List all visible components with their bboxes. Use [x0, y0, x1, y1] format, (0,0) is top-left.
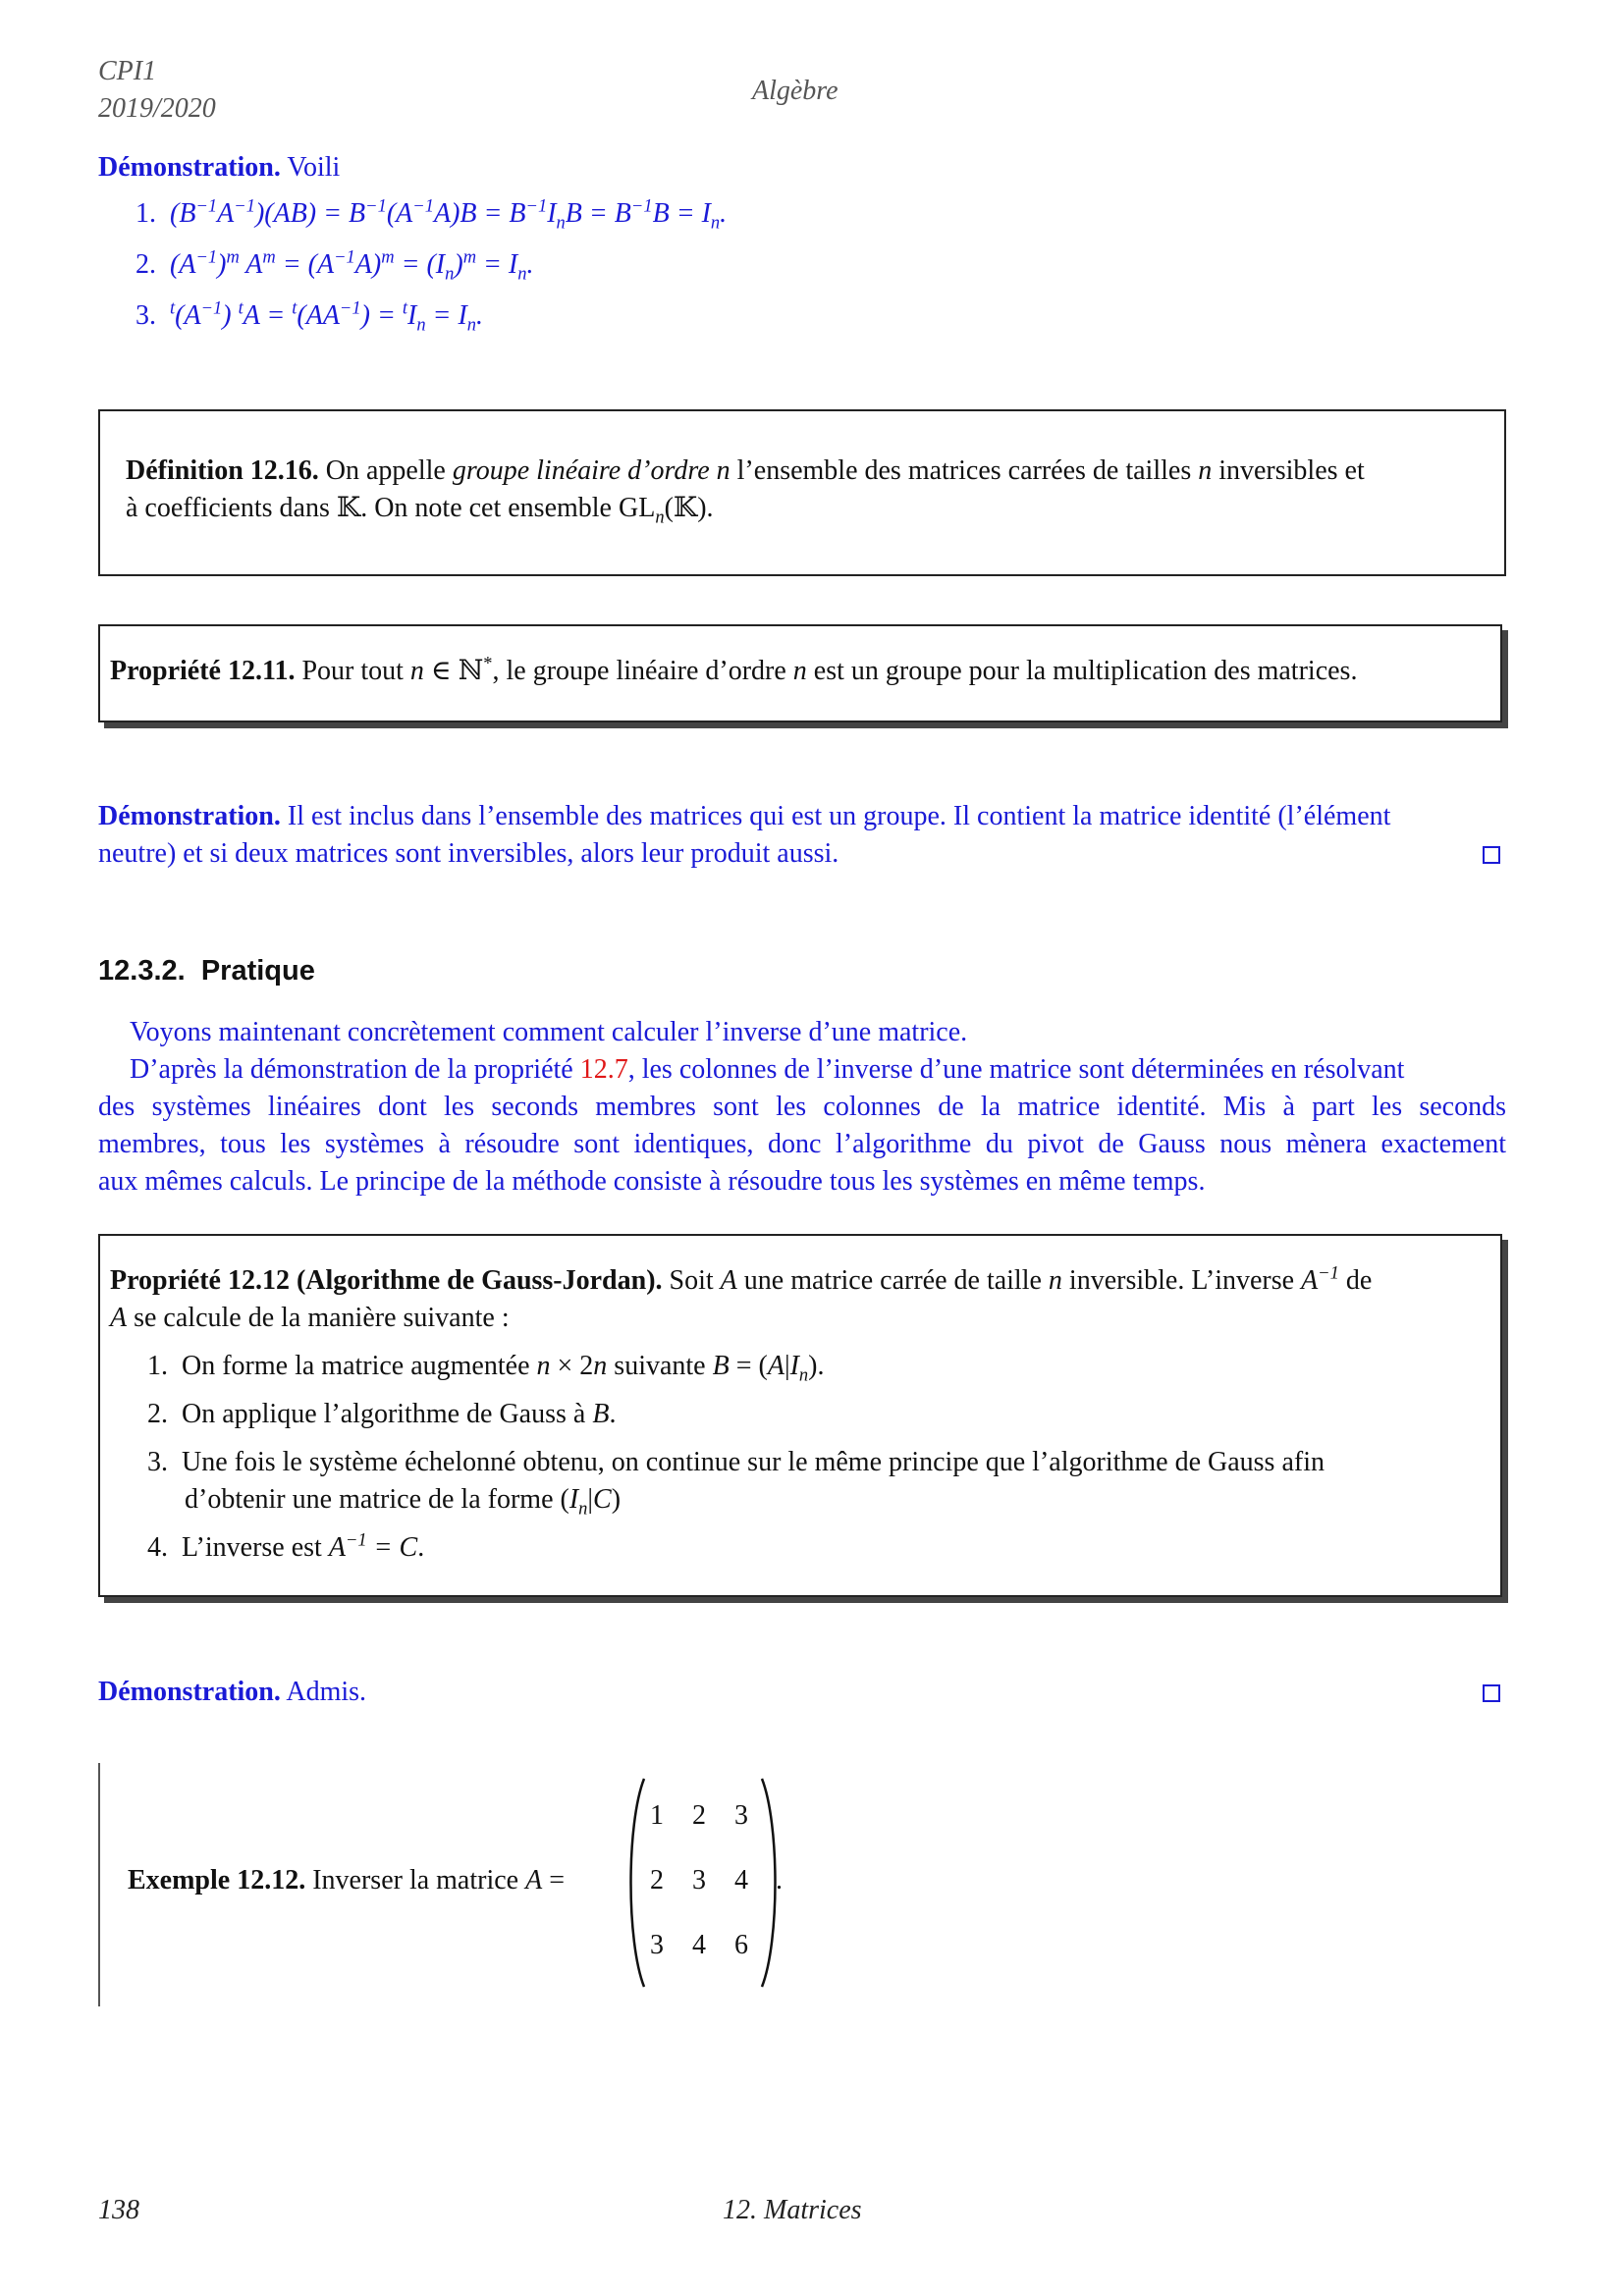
footer-chapter: 12. Matrices [723, 2195, 862, 2225]
math-In-C: $I_n$ [568, 1484, 588, 1519]
reference-link[interactable]: 12.7 [579, 1054, 628, 1085]
property-12-12-line1 [110, 1262, 1492, 1300]
field-symbol-K: 𝕂 [336, 493, 361, 523]
right-paren-icon [762, 1779, 776, 1987]
item-number: 1. [147, 1351, 168, 1381]
pratique-p2-line4: aux mêmes calculs. Le principe de la méthode consiste à résoudre tous les systèmes en même temps. [98, 1166, 1206, 1197]
matrix-cell: 4 [692, 1930, 706, 1960]
demo2-label: Démonstration. [98, 801, 281, 831]
demo3 [98, 1674, 366, 1711]
gauss-step-2: 2. On applique l’algorithme de Gauss à B. [147, 1399, 617, 1429]
matrix-cell: 4 [734, 1865, 748, 1896]
definition-line-1 [126, 453, 1481, 490]
definition-text: l’ensemble des matrices carrées de tailles [736, 455, 1192, 486]
example-label: Exemple 12.12. [128, 1865, 306, 1896]
qed-square-icon [1483, 1684, 1500, 1707]
definition-box [98, 409, 1506, 576]
demo1-formula-1: $(B^{-1}A^{-1})(AB) = B^{-1}(A^{-1}A)B = B^{-1}I_nB = B^{-1}B = I_n$. [163, 195, 728, 233]
definition-text: On appelle [325, 455, 446, 486]
property-text: se calcule de la manière suivante : [134, 1303, 510, 1333]
matrix-period: . [776, 1865, 783, 1896]
definition-label: Définition 12.16. [126, 455, 319, 486]
item-text: On applique l’algorithme de Gauss à [182, 1399, 586, 1429]
definition-text: . On note cet ensemble [360, 493, 612, 523]
footer-page-number: 138 [98, 2195, 139, 2225]
math-inverse-result: $A^{-1} = C$ [328, 1529, 418, 1563]
matrix-cell: 6 [734, 1930, 748, 1960]
matrix-cell: 3 [650, 1930, 664, 1960]
gl-notation: $GL_n(𝕂)$. [619, 493, 714, 527]
section-title: Pratique [200, 955, 315, 987]
pratique-p2-line1 [130, 1051, 1506, 1089]
matrix-cell: 2 [692, 1800, 706, 1831]
paragraph-text: D’après la démonstration de la propriété [130, 1054, 573, 1085]
math-n: n [1048, 1265, 1062, 1296]
pratique-p2-line3: membres, tous les systèmes à résoudre sont identiques, donc l’algorithme du pivot de Gauss nous mènera exactement [98, 1129, 1506, 1159]
math-A-inverse: $A^{-1}$ [1301, 1262, 1339, 1296]
item-number: 4. [147, 1532, 168, 1563]
math-A: A [110, 1303, 128, 1333]
definition-term: groupe linéaire d’ordre n [452, 455, 730, 486]
property-text: inversible. L’inverse [1068, 1265, 1295, 1296]
item-text: L’inverse est [182, 1532, 322, 1563]
definition-line-2 [126, 490, 714, 527]
property-text: , le groupe linéaire d’ordre [492, 656, 786, 686]
demo2-line-1 [98, 798, 1506, 835]
property-12-11-box [98, 624, 1502, 722]
item-text: On forme la matrice augmentée [182, 1351, 530, 1381]
property-label: Propriété 12.12 (Algorithme de Gauss-Jordan). [110, 1265, 663, 1296]
item-text: Une fois le système échelonné obtenu, on continue sur le même principe que l’algorithme de Gauss afin [182, 1447, 1325, 1477]
pratique-p2-line2: des systèmes linéaires dont les seconds membres sont les colonnes de la matrice identité. Mis à part les seconds [98, 1092, 1506, 1122]
definition-n: n [1198, 455, 1213, 486]
example-text: Exemple 12.12. Inverser la matrice A = [128, 1865, 566, 1896]
property-text: est un groupe pour la multiplication des matrices. [813, 656, 1358, 686]
item-number: 3. [135, 300, 156, 331]
gauss-step-3 [147, 1444, 1483, 1481]
header-year: 2019/2020 [98, 93, 216, 124]
header-course: CPI1 [98, 56, 157, 86]
matrix-cell: 3 [692, 1865, 706, 1896]
definition-text: à coefficients dans [126, 493, 330, 523]
demo3-label: Démonstration. [98, 1677, 281, 1707]
item-text: suivante [614, 1351, 706, 1381]
math-B: B [592, 1399, 610, 1429]
example-body: Inverser la matrice [312, 1865, 519, 1896]
demo1-formula-2: $(A^{-1})^m$ $A^m = (A^{-1}A)^m = (I_n)^m = I_n$. [163, 246, 534, 284]
math-A: A [525, 1865, 543, 1896]
demo1-item-3 [135, 297, 483, 335]
paragraph-text: , les colonnes de l’inverse d’une matrice sont déterminées en résolvant [627, 1054, 1405, 1085]
demo3-text: Admis. [286, 1677, 367, 1707]
header-subject: Algèbre [752, 76, 839, 106]
demo1-label: Démonstration. [98, 152, 281, 183]
demo1-item-2 [135, 246, 533, 284]
math-n: n [792, 656, 807, 686]
demo1-heading [98, 149, 340, 187]
matrix-cell: 1 [650, 1800, 664, 1831]
demo1-item-1 [135, 195, 727, 233]
example-left-rule [98, 1763, 100, 2006]
section-number: 12.3.2. [98, 955, 186, 987]
item-text: d’obtenir une matrice de la forme [185, 1484, 554, 1515]
property-label: Propriété 12.11. [110, 656, 296, 686]
property-text: une matrice carrée de taille [743, 1265, 1042, 1296]
property-text: de [1345, 1265, 1373, 1296]
property-text: Pour tout [301, 656, 404, 686]
demo1-formula-3: $^t(A^{-1}) ^tA = ^t(AA^{-1}) = ^tI_n = I_n$. [170, 297, 483, 335]
property-12-12-box [98, 1234, 1502, 1597]
matrix-A [642, 1800, 760, 1977]
gauss-step-1: 1. On forme la matrice augmentée n × 2n suivante $B = (A|I_n)$. [147, 1351, 825, 1385]
pratique-p1: Voyons maintenant concrètement comment calculer l’inverse d’une matrice. [130, 1017, 968, 1047]
math-A: A [720, 1265, 737, 1296]
definition-text: inversibles et [1218, 455, 1365, 486]
math-n-in-N: n [409, 656, 424, 686]
math-dimensions: n [536, 1351, 551, 1381]
demo1-intro: Voili [287, 152, 341, 183]
demo2-text: Il est inclus dans l’ensemble des matrices qui est un groupe. Il contient la matrice identité (l’élément [287, 801, 1391, 831]
gauss-step-4: 4. L’inverse est $A^{-1} = C$. [147, 1529, 425, 1563]
item-number: 3. [147, 1447, 168, 1477]
matrix-cell: 2 [650, 1865, 664, 1896]
matrix-cell: 3 [734, 1800, 748, 1831]
item-number: 2. [135, 249, 156, 280]
gauss-step-3-cont: d’obtenir une matrice de la forme $(I_n|C)$ [185, 1484, 622, 1519]
property-12-12-line2 [110, 1300, 510, 1337]
section-heading [98, 955, 315, 988]
item-number: 2. [147, 1399, 168, 1429]
property-12-11-text: Propriété 12.11. Pour tout n ∈ ℕ*, le groupe linéaire d’ordre n est un groupe pour la multiplication des matrices. [110, 653, 1358, 686]
item-number: 1. [135, 198, 156, 229]
demo2-line-2: neutre) et si deux matrices sont inversibles, alors leur produit aussi. [98, 838, 839, 869]
math-augmented-matrix: B [712, 1351, 730, 1381]
qed-square-icon [1483, 846, 1500, 869]
property-text: Soit [669, 1265, 714, 1296]
